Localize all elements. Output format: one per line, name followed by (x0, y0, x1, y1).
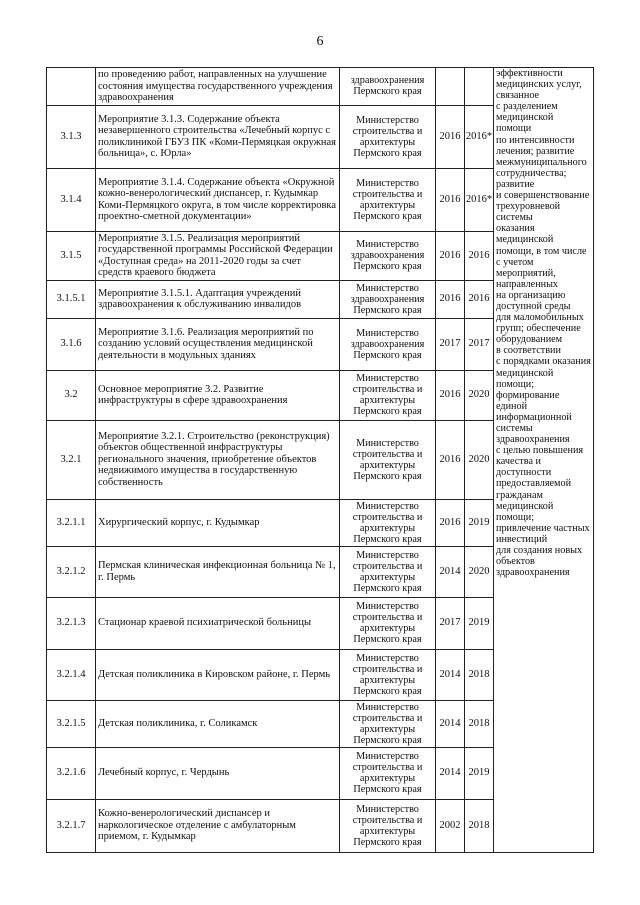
row-code: 3.2 (47, 370, 96, 420)
row-executor: Министерство строительства и архитектуры Пермского края (340, 370, 436, 420)
row-end-year: 2020 (465, 370, 494, 420)
row-code: 3.1.5.1 (47, 280, 96, 318)
row-executor: Министерство строительства и архитектуры Пермского края (340, 546, 436, 597)
row-executor: Министерство строительства и архитектуры Пермского края (340, 700, 436, 747)
row-start-year: 2016 (436, 105, 465, 168)
row-start-year: 2014 (436, 649, 465, 700)
row-start-year: 2014 (436, 700, 465, 747)
row-end-year: 2017 (465, 318, 494, 370)
row-start-year: 2016 (436, 499, 465, 546)
row-start-year: 2002 (436, 799, 465, 852)
row-end-year: 2019 (465, 597, 494, 649)
row-executor: Министерство строительства и архитектуры Пермского края (340, 597, 436, 649)
row-start-year: 2016 (436, 231, 465, 280)
row-end-year (465, 68, 494, 106)
expected-results-cell (494, 68, 594, 853)
row-start-year: 2016 (436, 168, 465, 231)
row-description: Мероприятие 3.1.4. Содержание объекта «Окружной кожно-венерологический диспансер, г. Кудымкар Коми-Пермяцкого округа, в том числе корректировка проектно-сметной документации» (96, 168, 340, 231)
row-executor: Министерство строительства и архитектуры Пермского края (340, 649, 436, 700)
row-code: 3.2.1.1 (47, 499, 96, 546)
row-code: 3.2.1.4 (47, 649, 96, 700)
row-end-year: 2016* (465, 168, 494, 231)
row-start-year: 2016 (436, 420, 465, 499)
row-description: по проведению работ, направленных на улучшение состояния имущества государственного учреждения здравоохранения (96, 68, 340, 106)
row-end-year: 2018 (465, 649, 494, 700)
row-end-year: 2018 (465, 799, 494, 852)
row-executor: Министерство строительства и архитектуры Пермского края (340, 420, 436, 499)
row-description: Мероприятие 3.1.6. Реализация мероприятий по созданию условий осуществления медицинской деятельности в модульных зданиях (96, 318, 340, 370)
row-description: Мероприятие 3.2.1. Строительство (реконструкция) объектов общественной инфраструктуры регионального значения, приобретение объектов недвижимого имущества в государственную собственность (96, 420, 340, 499)
row-code: 3.2.1.6 (47, 747, 96, 799)
row-end-year: 2018 (465, 700, 494, 747)
row-end-year: 2020 (465, 420, 494, 499)
row-executor: Министерство строительства и архитектуры Пермского края (340, 168, 436, 231)
row-description: Хирургический корпус, г. Кудымкар (96, 499, 340, 546)
row-code: 3.2.1.3 (47, 597, 96, 649)
row-end-year: 2019 (465, 499, 494, 546)
row-end-year: 2020 (465, 546, 494, 597)
row-description: Стационар краевой психиатрической больницы (96, 597, 340, 649)
row-description: Кожно-венерологический диспансер и наркологическое отделение с амбулаторным приемом, г. Кудымкар (96, 799, 340, 852)
row-executor: Министерство здравоохранения Пермского края (340, 318, 436, 370)
row-description: Основное мероприятие 3.2. Развитие инфраструктуры в сфере здравоохранения (96, 370, 340, 420)
row-executor: Министерство строительства и архитектуры Пермского края (340, 499, 436, 546)
row-executor: Министерство здравоохранения Пермского края (340, 280, 436, 318)
row-description: Мероприятие 3.1.3. Содержание объекта незавершенного строительства «Лечебный корпус с поликлиникой ГБУЗ ПК «Коми-Пермяцкая окружная больница», с. Юрла» (96, 105, 340, 168)
row-code: 3.1.6 (47, 318, 96, 370)
row-code: 3.2.1.5 (47, 700, 96, 747)
page-number: 6 (316, 34, 324, 49)
row-executor: Министерство строительства и архитектуры Пермского края (340, 747, 436, 799)
row-start-year: 2014 (436, 747, 465, 799)
row-end-year: 2016 (465, 231, 494, 280)
row-executor: Министерство строительства и архитектуры Пермского края (340, 799, 436, 852)
row-end-year: 2019 (465, 747, 494, 799)
row-executor: Министерство здравоохранения Пермского края (340, 231, 436, 280)
row-start-year: 2017 (436, 318, 465, 370)
row-description: Мероприятие 3.1.5. Реализация мероприятий государственной программы Российской Федерации «Доступная среда» на 2011-2020 годы за счет средств краевого бюджета (96, 231, 340, 280)
row-start-year: 2017 (436, 597, 465, 649)
row-end-year: 2016 (465, 280, 494, 318)
row-executor: Министерство строительства и архитектуры Пермского края (340, 105, 436, 168)
row-code: 3.2.1.7 (47, 799, 96, 852)
row-description: Мероприятие 3.1.5.1. Адаптация учреждений здравоохранения к обслуживанию инвалидов (96, 280, 340, 318)
expected-results-text: эффективности медицинских услуг, связанное с разделением медицинской помощи по интенсивности лечения; развитие межмуниципального сотрудничества; развитие и совершенствование трехуровневой системы оказания медицинской помощи, в том числе с учетом мероприятий, направленных на организацию доступной среды для маломобильных групп; обеспечение оборудованием в соответствии с порядками оказания медицинской помощи; формирование единой информационной системы здравоохранения с целью повышения качества и доступности предоставляемой гражданам медицинской помощи; привлечение частных инвестиций для создания новых объектов здравоохранения (496, 68, 591, 579)
table-row (47, 68, 594, 106)
row-description: Детская поликлиника в Кировском районе, г. Пермь (96, 649, 340, 700)
row-end-year: 2016* (465, 105, 494, 168)
row-start-year (436, 68, 465, 106)
row-code (47, 68, 96, 106)
row-code: 3.2.1.2 (47, 546, 96, 597)
row-description: Пермская клиническая инфекционная больница № 1, г. Пермь (96, 546, 340, 597)
row-code: 3.1.4 (47, 168, 96, 231)
row-start-year: 2016 (436, 370, 465, 420)
row-code: 3.1.3 (47, 105, 96, 168)
row-executor: здравоохранения Пермского края (340, 68, 436, 106)
row-start-year: 2016 (436, 280, 465, 318)
row-code: 3.1.5 (47, 231, 96, 280)
row-description: Лечебный корпус, г. Чердынь (96, 747, 340, 799)
row-description: Детская поликлиника, г. Соликамск (96, 700, 340, 747)
measures-table (46, 67, 594, 853)
row-start-year: 2014 (436, 546, 465, 597)
row-code: 3.2.1 (47, 420, 96, 499)
